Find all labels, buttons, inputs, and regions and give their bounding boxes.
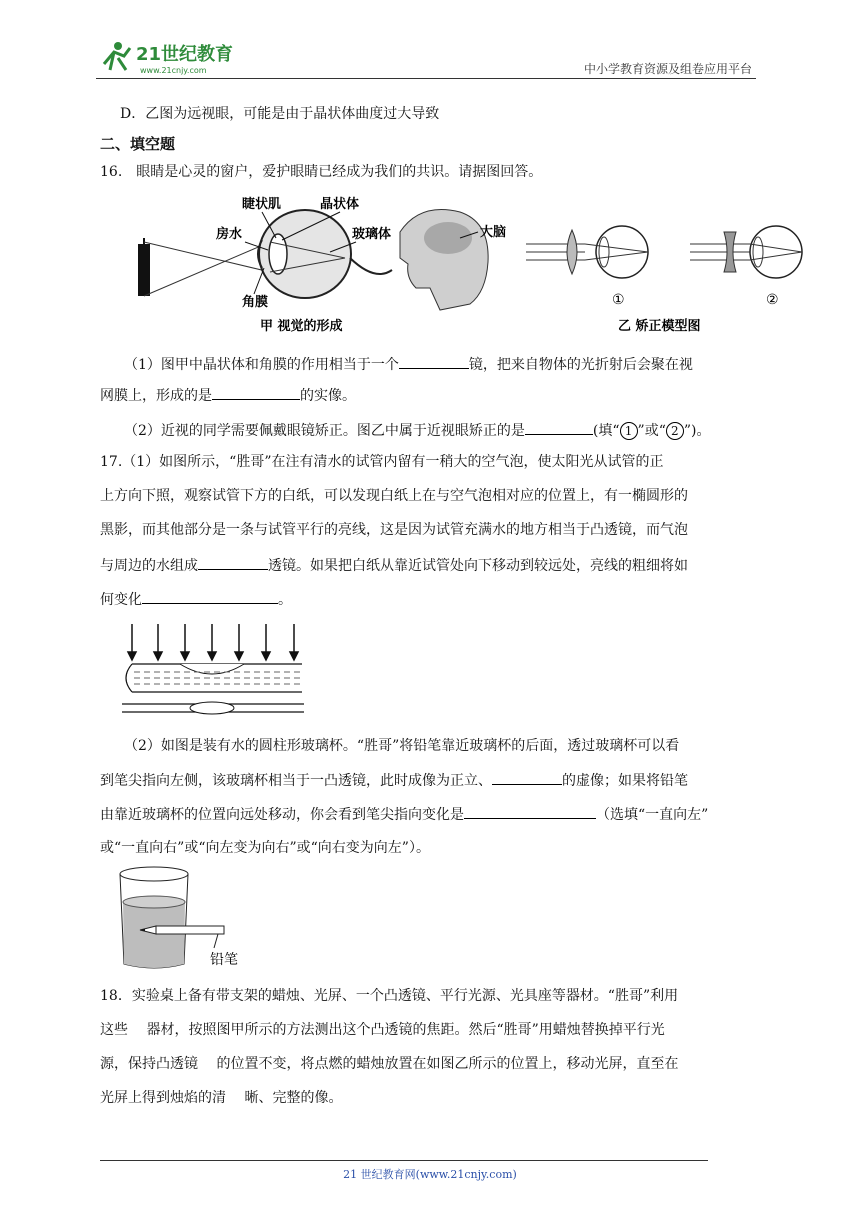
q16-part1-line1: （1）图甲中晶状体和角膜的作用相当于一个 镜，把来自物体的光折射后会聚在视 [124,354,794,375]
label-cornea: 角膜 [242,295,269,310]
q18-line3: 源，保持凸透镜 的位置不变，将点燃的蜡烛放置在如图乙所示的位置上，移动光屏，直至在 [100,1056,679,1072]
platform-name: 中小学教育资源及组卷应用平台 [583,62,752,76]
q16-part2: （2）近视的同学需要佩戴眼镜矫正。图乙中属于近视眼矫正的是 (填“ 1 ”或“ 2 ”)。 [124,420,794,441]
q17-part2-line3: 由靠近玻璃杯的位置向远处移动，你会看到笔尖指向变化是 （选填“一直向左” [100,804,770,825]
q17-line4: 与周边的水组成 透镜。如果把白纸从靠近试管处向下移动到较远处，亮线的粗细将如 [100,555,770,576]
page-header [96,36,756,79]
answer-blank-17-4[interactable] [464,804,596,819]
answer-blank-17-1[interactable] [198,555,268,570]
q17-line1: 17.（1）如图所示，“胜哥”在注有清水的试管内留有一稍大的空气泡，使太阳光从试管的正 [100,454,664,470]
question-16: 16. 眼睛是心灵的窗户，爱护眼睛已经成为我们的共识。请据图回答。 [100,164,543,180]
label-ciliary: 睫状肌 [242,197,282,212]
footer-divider [100,1160,708,1161]
section-title: 二、填空题 [100,135,176,153]
q16-part1-line2: 网膜上，形成的是 的实像。 [100,385,770,406]
label-brain: 大脑 [480,225,507,240]
site-logo [96,36,266,78]
svg-text:21世纪教育: 21世纪教育 [136,44,234,65]
q17-line5: 何变化 。 [100,589,770,610]
circled-one: 1 [620,422,638,440]
label-aqueous: 房水 [216,227,243,242]
caption-figure-a: 甲 视觉的形成 [260,319,343,334]
q18-line4: 光屏上得到烛焰的清 晰、完整的像。 [100,1090,343,1106]
footer-text: 21 世纪教育网(www.21cnjy.com) [343,1168,517,1181]
q17-line3: 黑影，而其他部分是一条与试管平行的亮线，这是因为试管充满水的地方相当于凸透镜，而气泡 [100,522,688,538]
mark-two: ② [766,292,779,308]
label-lens: 晶状体 [320,197,360,212]
circled-two: 2 [666,422,684,440]
pencil-label: 铅笔 [210,952,238,968]
q17-part2-line1: （2）如图是装有水的圆柱形玻璃杯。“胜哥”将铅笔靠近玻璃杯的后面，透过玻璃杯可以看 [124,738,680,754]
q17-part2-line2: 到笔尖指向左侧，该玻璃杯相当于一凸透镜，此时成像为正立、 的虚像；如果将铅笔 [100,770,770,791]
answer-blank-16-3[interactable] [525,420,593,435]
answer-blank-16-2[interactable] [212,385,300,400]
option-d: D．乙图为远视眼，可能是由于晶状体曲度过大导致 [120,106,440,122]
q17-line2: 上方向下照，观察试管下方的白纸，可以发现白纸上在与空气泡相对应的位置上，有一椭圆形的 [100,488,688,504]
q18-line1: 18．实验桌上备有带支架的蜡烛、光屏、一个凸透镜、平行光源、光具座等器材。“胜哥”利用 [100,988,679,1004]
answer-blank-17-2[interactable] [142,589,278,604]
mark-one: ① [612,292,625,308]
figure-glass-pencil [114,864,254,974]
figure-eye-vision [130,192,820,340]
q18-line2: 这些 器材，按照图甲所示的方法测出这个凸透镜的焦距。然后“胜哥”用蜡烛替换掉平行光 [100,1022,665,1038]
q17-part2-line4: 或“一直向右”或“向左变为向右”或“向右变为向左”）。 [100,840,430,856]
answer-blank-17-3[interactable] [492,770,562,785]
label-vitreous: 玻璃体 [352,227,392,242]
answer-blank-16-1[interactable] [399,354,469,369]
figure-test-tube [118,620,308,720]
caption-figure-b: 乙 矫正模型图 [618,319,701,334]
svg-text:www.21cnjy.com: www.21cnjy.com [140,66,207,75]
